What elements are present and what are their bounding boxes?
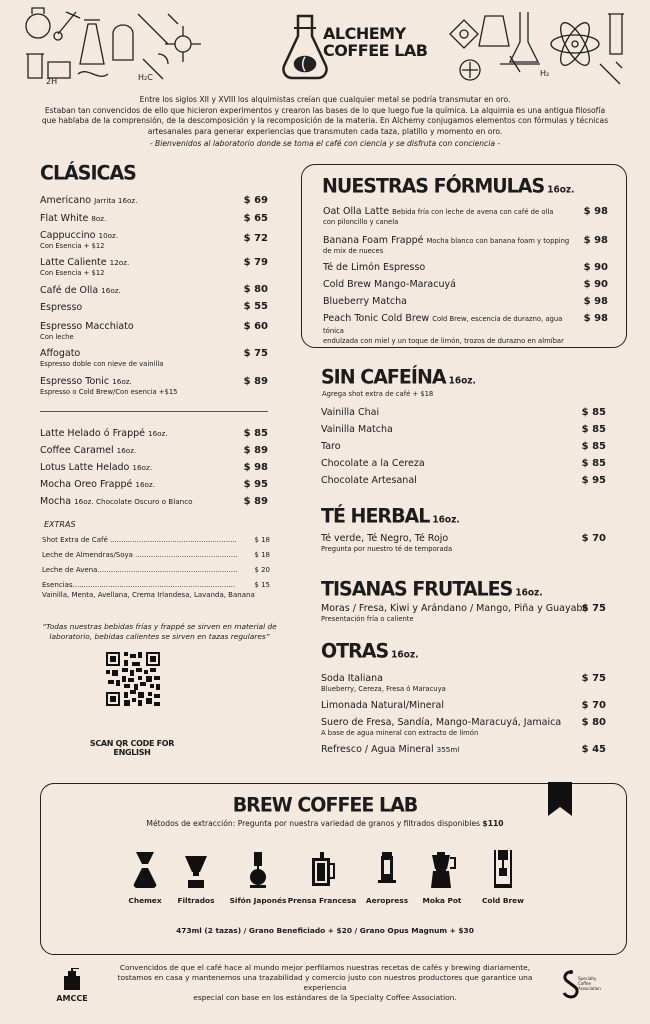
moka-pot-icon <box>427 852 457 888</box>
menu-item: Espresso Tonic 16oz. Espresso o Cold Brew/Con esencia +$15 <box>40 376 178 396</box>
intro-line: que hablaba de la comprensión, de la descomposición y la recomposición de la materia. En Alchemy conjugamos elementos con fórmulas y técnicas <box>41 116 609 125</box>
menu-item: Chocolate Artesanal <box>321 475 417 486</box>
item-price: $ 65 <box>243 213 268 224</box>
item-price: $ 79 <box>243 257 268 268</box>
menu-item: Peach Tonic Cold Brew Cold Brew, escencia de durazno, agua tónica endulzada con miel y un toque de limón, trozos de durazno en almíbar <box>323 313 564 345</box>
brand-name <box>323 25 427 59</box>
extra-item: Leche de Avena............................................................... $ 20 <box>42 566 270 574</box>
menu-item: Soda Italiana Blueberry, Cereza, Fresa ó Maracuya <box>321 673 446 693</box>
menu-item: Espresso Macchiato Con leche <box>40 321 134 341</box>
menu-item: Vainilla Matcha <box>321 424 393 435</box>
cold-brew-tower-icon <box>492 850 514 888</box>
menu-item: Refresco / Agua Mineral 355ml <box>321 744 460 755</box>
item-price: $ 89 <box>243 376 268 387</box>
brew-title: BREW COFFEE LAB <box>232 793 418 817</box>
menu-item: Oat Olla Latte Bebida fría con leche de avena con café de olla con piloncillo y canela <box>323 206 554 226</box>
item-price: $ 69 <box>243 195 268 206</box>
menu-item: Té de Limón Espresso <box>323 262 426 273</box>
menu-item: Americano Jarrita 16oz. <box>40 195 138 206</box>
menu-item: Cappuccino 10oz. Con Esencia + $12 <box>40 230 119 250</box>
qr-code[interactable] <box>106 652 160 706</box>
menu-item: Limonada Natural/Mineral <box>321 700 445 711</box>
svg-text:H₂C: H₂C <box>138 73 153 82</box>
menu-item: Café de Olla 16oz. <box>40 285 121 296</box>
chemistry-doodles-right <box>440 4 635 88</box>
section-title-otras: OTRAS 16oz. <box>321 639 419 663</box>
brand-line1: ALCHEMY <box>323 24 406 43</box>
intro-line: Estaban tan convencidos de ello que hicieron experimentos y crearon las bases de lo que luego fue la química. La alquimia es una antigua filosofía <box>44 105 606 115</box>
menu-item: Taro <box>321 441 341 452</box>
section-title-formulas: NUESTRAS FÓRMULAS 16oz. <box>322 174 575 198</box>
menu-item: Affogato Espresso doble con nieve de vainilla <box>40 348 164 368</box>
closing-line: especial con base en los estándares de la Specialty Coffee Association. <box>193 993 457 1002</box>
menu-item: Latte Caliente 12oz. Con Esencia + $12 <box>40 257 130 277</box>
brew-method-cold-brew: Cold Brew <box>468 850 538 905</box>
item-price: $ 85 <box>581 458 606 469</box>
divider <box>40 411 268 412</box>
menu-item: Té verde, Té Negro, Té Rojo Pregunta por nuestro té de temporada <box>321 533 453 553</box>
french-press-icon <box>308 852 336 888</box>
menu-item: Blueberry Matcha <box>323 296 407 307</box>
brew-method-chemex: Chemex <box>110 852 180 905</box>
brew-method-filtrados: Filtrados <box>161 852 231 905</box>
menu-item: Espresso <box>40 302 83 313</box>
item-price: $ 72 <box>243 233 268 244</box>
menu-item: Suero de Fresa, Sandía, Mango-Maracuyá, Jamaica A base de agua mineral con extracto de limón <box>321 717 562 737</box>
menu-item: Vainilla Chai <box>321 407 380 418</box>
item-price: $ 60 <box>243 321 268 332</box>
item-price: $ 80 <box>581 717 606 728</box>
intro-line: Entre los siglos XII y XVIII los alquimistas creían que cualquier metal se podría transmutar en oro. <box>139 95 511 104</box>
item-price: $ 85 <box>581 441 606 452</box>
menu-item: Moras / Fresa, Kiwi y Arándano / Mango, Piña y Guayaba Presentación fría o caliente <box>321 603 589 623</box>
section-title-te-herbal: TÉ HERBAL 16oz. <box>321 504 460 528</box>
section-title-tisanas: TISANAS FRUTALES 16oz. <box>321 577 543 601</box>
svg-text:2H: 2H <box>46 77 58 86</box>
item-price: $ 90 <box>583 262 608 273</box>
intro-text <box>40 95 610 150</box>
item-price: $ 98 <box>583 313 608 324</box>
item-price: $ 98 <box>583 235 608 246</box>
chemex-icon <box>133 852 157 888</box>
menu-item: Banana Foam Frappé Mocha blanco con banana foam y topping de mix de nueces <box>323 235 570 255</box>
brew-method-aeropress: Aeropress <box>352 852 422 905</box>
brew-method-moka: Moka Pot <box>407 852 477 905</box>
item-price: $ 80 <box>243 284 268 295</box>
brand-line2: COFFEE LAB <box>323 41 428 60</box>
item-price: $ 45 <box>581 744 606 755</box>
svg-text:H₂: H₂ <box>540 69 550 78</box>
menu-item: Mocha 16oz. Chocolate Oscuro o Blanco <box>40 496 193 507</box>
dripper-icon <box>183 852 209 888</box>
item-price: $ 70 <box>581 700 606 711</box>
item-price: $ 89 <box>243 496 268 507</box>
menu-item: Flat White 8oz. <box>40 213 107 224</box>
closing-text <box>100 963 550 1003</box>
coffee-grinder-icon <box>61 968 83 990</box>
menu-item: Coffee Caramel 16oz. <box>40 445 137 456</box>
item-price: $ 95 <box>243 479 268 490</box>
extra-item: Shot Extra de Café ......................................................... $ 18 <box>42 536 270 544</box>
section-title-sin-cafeina: SIN CAFEÍNA 16oz. <box>321 365 476 389</box>
intro-line: artesanales para generar experiencias que transmuten cada taza, platillo y momento en oro. <box>147 126 503 136</box>
extras-title: EXTRAS <box>44 520 76 529</box>
section-note: Agrega shot extra de café + $18 <box>322 390 434 398</box>
section-title-clasicas: CLÁSICAS <box>40 161 136 185</box>
closing-line: tostamos en casa y mantenemos una trazabilidad y comercio justo con nuestros productores que garantice una experiencia <box>117 973 533 992</box>
serving-note: “Todas nuestras bebidas frías y frappé se sirven en material de laboratorio, bebidas calientes se sirven en tazas regulares” <box>42 622 277 641</box>
item-price: $ 85 <box>581 407 606 418</box>
extra-item: Leche de Almendras/Soya .............................................. $ 18 <box>42 551 270 559</box>
item-price: $ 75 <box>581 673 606 684</box>
extra-item: Esencias......................................................................... $ 15 <box>42 581 270 589</box>
qr-label: SCAN QR CODE FOR ENGLISH <box>89 739 175 757</box>
item-price: $ 75 <box>243 348 268 359</box>
sca-logo: Specialty Coffee Association <box>560 970 610 1002</box>
brew-footer: 473ml (2 tazas) / Grano Beneficiado + $20 / Grano Opus Magnum + $30 <box>176 926 474 935</box>
item-price: $ 75 <box>581 603 606 614</box>
extras-flavors: Vainilla, Menta, Avellana, Crema Irlandesa, Lavanda, Banana <box>42 591 255 599</box>
item-price: $ 98 <box>583 296 608 307</box>
closing-line: Convencidos de que el café hace al mundo mejor perfilamos nuestras recetas de cafés y brewing diariamente, <box>119 963 531 972</box>
amcce-logo: AMCCE <box>52 968 92 1003</box>
item-price: $ 98 <box>583 206 608 217</box>
siphon-icon <box>247 852 269 888</box>
item-price: $ 85 <box>243 428 268 439</box>
item-price: $ 55 <box>243 301 268 312</box>
menu-item: Lotus Latte Helado 16oz. <box>40 462 153 473</box>
menu-item: Cold Brew Mango-Maracuyá <box>323 279 456 290</box>
brew-method-sifon: Sifón Japonés <box>223 852 293 905</box>
item-price: $ 70 <box>581 533 606 544</box>
menu-item: Latte Helado ó Frappé 16oz. <box>40 428 168 439</box>
aeropress-icon <box>376 852 398 888</box>
intro-motto: - Bienvenidos al laboratorio donde se toma el café con ciencia y se disfruta con conciencia - <box>149 139 501 148</box>
item-price: $ 89 <box>243 445 268 456</box>
brew-method-prensa: Prensa Francesa <box>287 852 357 905</box>
menu-item: Mocha Oreo Frappé 16oz. <box>40 479 155 490</box>
item-price: $ 95 <box>581 475 606 486</box>
item-price: $ 98 <box>243 462 268 473</box>
menu-item: Chocolate a la Cereza <box>321 458 425 469</box>
item-price: $ 90 <box>583 279 608 290</box>
chemistry-doodles-left <box>18 4 208 88</box>
item-price: $ 85 <box>581 424 606 435</box>
brew-subtitle: Métodos de extracción: Pregunta por nuestra variedad de granos y filtrados disponibles $110 <box>146 819 504 828</box>
